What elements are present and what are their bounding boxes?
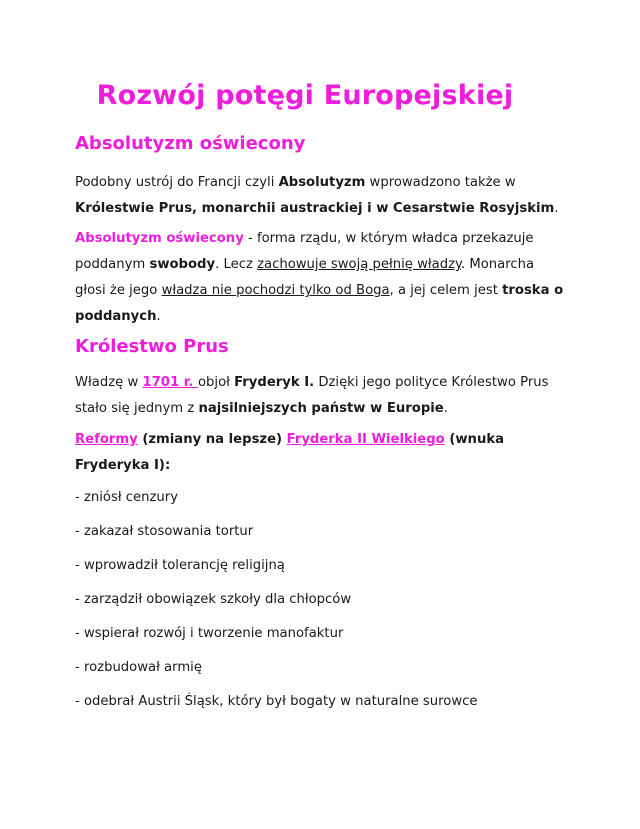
text: objoł: [197, 375, 235, 390]
text: Podobny ustrój do Francji czyli: [75, 175, 279, 190]
text: . Lecz: [215, 257, 258, 272]
text: wprowadzono także w: [365, 175, 516, 190]
section-heading-absolutism: Absolutyzm oświecony: [75, 133, 306, 154]
list-item: - wprowadził tolerancję religijną: [75, 558, 285, 573]
section-heading-prussia: Królestwo Prus: [75, 336, 229, 357]
text: .: [443, 401, 448, 416]
underlined-power: zachowuje swoją pełnię władzy: [257, 257, 461, 272]
text: . Monarcha głosi że jego: [75, 257, 535, 298]
text: Dzięki jego polityce Królestwo Prus stało się jednym z: [75, 375, 549, 416]
bold-freedoms: swobody: [149, 257, 216, 272]
paragraph-absolutism-definition: [75, 226, 565, 330]
text: , a jej celem jest: [389, 283, 503, 298]
frederick-highlight: Fryderka II Wielkiego: [286, 432, 445, 447]
bold-term: Absolutyzm: [278, 175, 366, 190]
year-highlight: 1701 r.: [142, 375, 198, 390]
list-item: - zarządził obowiązek szkoły dla chłopców: [75, 592, 352, 607]
paragraph-prussia-intro: [75, 370, 565, 422]
reforms-highlight: Reformy: [75, 432, 138, 447]
bold-text: (wnuka Fryderyka I):: [75, 432, 504, 473]
list-item: - zakazał stosowania tortur: [75, 524, 254, 539]
paragraph-absolutism-intro: [75, 170, 565, 222]
list-item: - zniósł cenzury: [75, 490, 179, 505]
term-highlight: Absolutyzm oświecony: [75, 231, 244, 246]
bold-ruler: Fryderyk I.: [234, 375, 315, 390]
underlined-god: władza nie pochodzi tylko od Boga: [161, 283, 390, 298]
list-item: - rozbudował armię: [75, 660, 202, 675]
bold-care: troska o poddanych: [75, 283, 564, 324]
text: Władzę w: [75, 375, 143, 390]
text: .: [554, 201, 559, 216]
list-item: - odebrał Austrii Śląsk, który był bogaty w naturalne surowce: [75, 694, 478, 709]
bold-countries: Królestwie Prus, monarchii austrackiej i w Cesarstwie Rosyjskim: [75, 201, 555, 216]
page-title: Rozwój potęgi Europejskiej: [96, 80, 514, 111]
text: - forma rządu, w którym władca przekazuje poddanym: [75, 231, 534, 272]
paragraph-reforms-heading: [75, 427, 575, 479]
list-item: - wspierał rozwój i tworzenie manofaktur: [75, 626, 344, 641]
bold-strongest: najsilniejszych państw w Europie: [198, 401, 444, 416]
bold-text: (zmiany na lepsze): [137, 432, 287, 447]
text: .: [156, 309, 161, 324]
